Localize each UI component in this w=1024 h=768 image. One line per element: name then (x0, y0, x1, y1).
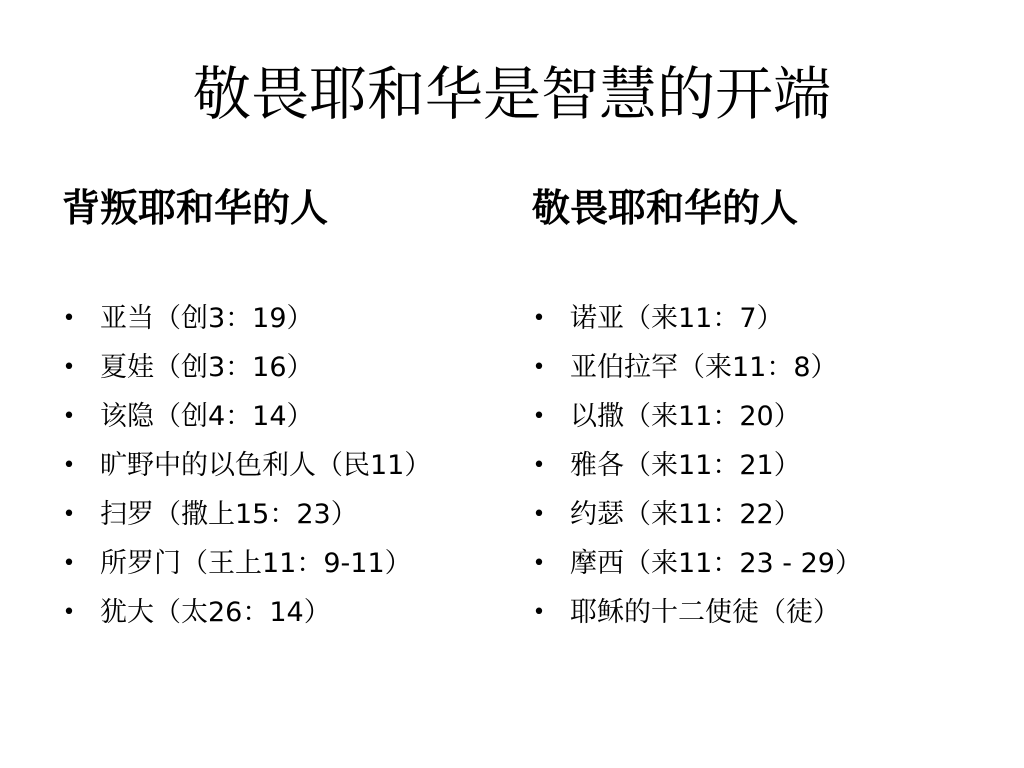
list-item (532, 588, 992, 637)
bullet-icon: • (532, 600, 546, 625)
bullet-icon: • (62, 453, 76, 478)
bullet-icon: • (532, 502, 546, 527)
list-item (62, 539, 522, 588)
list-item-text: 以撒（来11：20） (570, 401, 801, 432)
bullet-icon: • (532, 306, 546, 331)
list-item (62, 441, 522, 490)
left-column (62, 180, 522, 628)
list-item-text: 约瑟（来11：22） (570, 499, 801, 530)
list-item-text: 耶稣的十二使徒（徒） (570, 597, 840, 628)
list-item-text: 摩西（来11：23 - 29） (570, 548, 862, 579)
list-item-text: 雅各（来11：21） (570, 450, 801, 481)
left-bullet-list (62, 294, 522, 637)
list-item-text: 旷野中的以色利人（民11） (100, 450, 432, 481)
list-item (532, 392, 992, 441)
bullet-icon: • (62, 404, 76, 429)
right-column (532, 180, 992, 628)
list-item-text: 亚伯拉罕（来11：8） (570, 352, 838, 383)
bullet-icon: • (62, 551, 76, 576)
list-item-text: 夏娃（创3：16） (100, 352, 314, 383)
list-item (532, 490, 992, 539)
list-item (532, 441, 992, 490)
right-column-heading: 敬畏耶和华的人 (532, 186, 799, 230)
bullet-icon: • (532, 355, 546, 380)
bullet-icon: • (532, 551, 546, 576)
list-item (62, 490, 522, 539)
list-item (532, 294, 992, 343)
list-item (62, 343, 522, 392)
bullet-icon: • (62, 600, 76, 625)
bullet-icon: • (62, 502, 76, 527)
list-item-text: 犹大（太26：14） (100, 597, 331, 628)
list-item (62, 294, 522, 343)
list-item-text: 所罗门（王上11：9-11） (100, 548, 412, 579)
list-item (532, 343, 992, 392)
right-bullet-list (532, 294, 992, 637)
slide-title: 敬畏耶和华是智慧的开端 (192, 60, 831, 128)
list-item (62, 392, 522, 441)
list-item (62, 588, 522, 637)
bullet-icon: • (532, 404, 546, 429)
bullet-icon: • (62, 355, 76, 380)
list-item-text: 亚当（创3：19） (100, 303, 314, 334)
list-item-text: 诺亚（来11：7） (570, 303, 784, 334)
list-item (532, 539, 992, 588)
list-item-text: 扫罗（撒上15：23） (100, 499, 358, 530)
list-item-text: 该隐（创4：14） (100, 401, 314, 432)
bullet-icon: • (532, 453, 546, 478)
left-column-heading: 背叛耶和华的人 (62, 186, 329, 230)
bullet-icon: • (62, 306, 76, 331)
